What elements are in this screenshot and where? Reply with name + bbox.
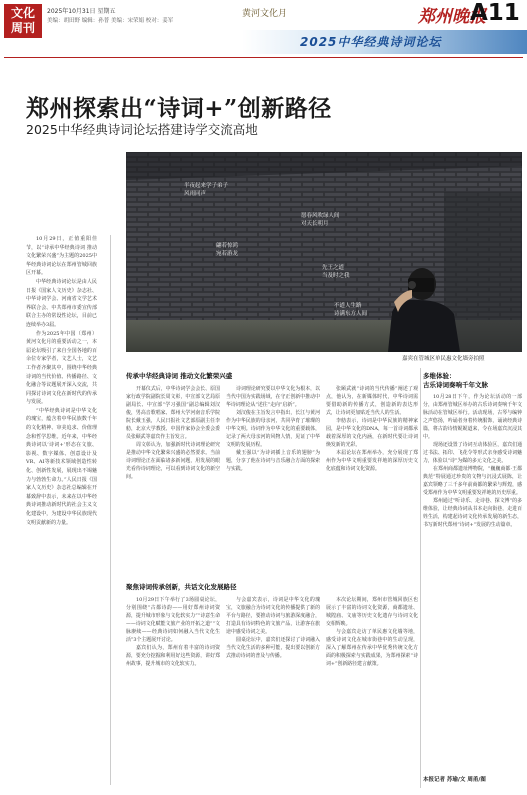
issue-date: 2025年10月31日 星期五 (47, 8, 116, 15)
column-rule (110, 235, 111, 785)
body-column-5 (226, 596, 320, 786)
lead-paragraph: 作为2025年中国（郑州）黄河文化月的重要活动之一，本届论坛吸引了来自全国各地的百余位专家学者，文艺人士，文艺工作者齐聚其中，围绕中华经典诗词的当代价值、传播路径、文化融合等议题展开深入交流，共同探讨诗词文化在新时代的传承与发展。 (26, 330, 97, 406)
photo-caption: 嘉宾在管城区单民惠文化墙旁拍照 (402, 356, 485, 362)
body-paragraph: 10月29日下午举行了3场圆桌论坛，分别围绕“古都诗韵——用好郑州诗词资源，提升城市形象与文化软实力”“诗意生命——诗词文化赋能文旅产业的开拓之道”“文脉赓续——经典诗词如何融入当代文化生活”3个主题展开讨论。 (126, 597, 220, 643)
body-column-7 (423, 393, 522, 773)
article-subtitle: 2025中华经典诗词论坛搭建诗学交流高地 (26, 122, 258, 137)
photo-poem-group-a (184, 182, 228, 198)
photo-poem-line: 对天长明月 (301, 221, 329, 227)
body-column-1 (126, 385, 220, 575)
staff-credits: 美编：胡田野 编辑：孙普 美编：宋荣娟 校对：姜军 (47, 18, 174, 24)
body-paragraph: 与会嘉宾走访了单民惠文化墙等地，感受诗词文化在城市街巷中的生动呈现，深入了解郑州在传承中华优秀传统文化方面的积极探索与实践成果，为郑州探索“诗词+”创新路径建言献策。 (326, 629, 418, 667)
section-heading-innovation: 聚焦诗词传承创新，共话文化发展路径 (126, 583, 237, 591)
photo-poem-line: 不道人生路 (334, 303, 362, 309)
column-rule (420, 368, 421, 788)
section-heading-heritage: 传承中华经典诗词 推动文化繁荣兴盛 (126, 372, 233, 380)
body-paragraph: 刘汉俊在主旨发言中指出，长江与黄河作为中华民族的母亲河，共同孕育了璀璨的中华文明。诗词作为中华文化的重要载体，记录了两大母亲河的风物人情，见证了中华文明的发展历程。 (226, 410, 320, 448)
page-number: A11 (470, 0, 520, 26)
body-paragraph: 10月28日下午，作为论坛活动的一部分，由郑州管城区举办的古乐诗词奏响千年文脉活动在管城区举行。活动现场，古琴与编钟之声悠扬，吟诵者身着传统服饰，诵读经典诗篇，将古韵诗情娓娓道来，令在场嘉宾沉浸其中。 (423, 394, 522, 440)
lead-paragraph: 10月29日，正值重阳佳节，以“诗承中华经典诗词 推动文化繁荣兴盛”为主题的2025中华经典诗词论坛在郑州管城回族区开幕。 (26, 236, 97, 277)
article-title: 郑州探索出“诗词+”创新路径 (26, 95, 332, 122)
brand-name: 黄河文化月 (242, 9, 288, 19)
body-paragraph: 现场还设置了诗词互动体验区，嘉宾们通过书法、拓印、飞花令等形式亲身感受诗词魅力，体验以“诗”为媒的多元文化之美。 (423, 442, 522, 464)
photo-poem-line: 愿春风吹绿人间 (301, 213, 340, 219)
photo-poem-group-e (334, 302, 367, 318)
lead-column (26, 235, 97, 527)
body-column-3 (326, 385, 418, 575)
section-heading-experience-sub: 古乐诗词奏响千年文脉 (423, 381, 488, 389)
body-paragraph: 在郑州商都遗址博物院，“巍巍商都·王都典范”特展通过珍贵的文物与沉浸式展陈，让嘉宾领略了三千多年前商都的繁荣与辉煌，感受郑州作为中华文明重要发祥地的历史厚重。 (423, 466, 522, 496)
body-paragraph: 圆桌论坛中，嘉宾们还探讨了诗词融入当代文化生活的多种可能，提出要以创新方式推动诗词的普及与传播。 (226, 637, 320, 659)
body-paragraph: 本次论坛期间，郑州市管城回族区也展示了丰富的诗词文化资源，商都遗址、城隍庙、文庙等历史文化遗存与诗词文化交相辉映。 (326, 597, 418, 627)
logo-line1: 文化 (10, 6, 35, 20)
article-photo (126, 152, 522, 352)
photo-poem-line: 半夜起来学子弟子 (184, 183, 229, 189)
body-column-6 (326, 596, 418, 786)
lead-paragraph: “中华经典诗词是中华文化的瑰宝，蕴含着中华民族数千年的文化精神、审美追求、价值理念和哲学思维。近年来，中华经典诗词以‘诗词+’形态在文旅、影视、数字媒体、创意设计及VR、AI等新技术领域创造性转化、创新性发展，展现出不竭魅力与勃勃生命力。”人民日报《国家人文历史》杂志社总编辑在开幕致辞中表示，未来在以中华经典诗词推动新时代的社会主义文化建设中，为建设中华民族现代文明贡献新的力量。 (26, 407, 97, 526)
reporter-credit: 本报记者 苏瑜/文 周甬/图 (423, 777, 486, 783)
body-paragraph: 戴玉强以“为诗词插上音乐的翅膀”为题，分享了他在诗词与音乐融合方面的探索与实践。 (226, 450, 320, 472)
section-heading-experience: 多维体验： (423, 372, 456, 380)
logo-line2: 周刊 (10, 21, 35, 35)
body-paragraph: 张颐武就“诗词的当代传播”阐述了观点，他认为，在新媒体时代，中华诗词需要借助新的传播方式，创造新的表达形式，让诗词更加贴近当代人的生活。 (326, 386, 418, 416)
body-paragraph: 诗词理论研究要以中华文化为根本，以当代中国为实践场域，在守正创新中推动中华诗词理论从“述往”走向“启新”。 (226, 386, 320, 408)
weekly-logo (4, 4, 42, 38)
photo-poem-line: 当及时之我 (322, 273, 350, 279)
body-paragraph: 李舫表示，诗词是中华民族的精神家园，是中华文化的DNA，每一首诗词都承载着深厚的文化内涵，在新时代要让诗词焕发新的光彩。 (326, 418, 418, 448)
lead-paragraph: 中华经典诗词论坛是由人民日报《国家人文历史》杂志社、中华诗词学会、河南省文学艺术界联合会、中共郑州市委宣传部联合主办的常设性论坛，目前已连续举办3届。 (26, 278, 97, 328)
body-paragraph: 嘉宾们认为，郑州有着丰富的诗词资源，要充分挖掘和利用好这些资源，讲好郑州故事，提升城市的文化软实力。 (126, 645, 220, 667)
photo-poem-group-d (322, 264, 350, 280)
body-paragraph: 开幕仪式后，中华诗词学会会长、原国家行政学院副院长周文彰，中宣部文艺局原副局长、中宣部“学习强国”副总编辑刘汉俊，男高音歌唱家、郑州大学河南音乐学院院长戴玉强，人民日报社文艺部原副主任李舫，北京大学教授、中国作家协会全委会委员张颐武等嘉宾作主旨发言。 (126, 386, 220, 440)
photo-poem-line: 先王之道 (322, 265, 345, 271)
body-paragraph: 郑州通过“听诗乐、走诗巷、探文博”的多维体验，让经典诗词从书本走向街巷，走进百姓生活，构建起诗词文化传承发展的新生态，书写新时代郑州“诗词+”发展的生动篇章。 (423, 498, 522, 528)
body-paragraph: 周文彰认为，加强新时代诗词理论研究是推动中华文化繁荣兴盛的必然要求。当前诗词理论正在面临诸多新问题，用发展的眼光看待诗词理论，可以看到诗词文化的新空间。 (126, 442, 220, 480)
photo-poem-group-b (216, 242, 238, 258)
photo-poem-line: 宛若游龙 (216, 251, 239, 257)
header-divider (4, 57, 523, 58)
banner-title: 2025中华经典诗词论坛 (300, 35, 442, 49)
newspaper-name: 郑州晚报 (418, 7, 486, 27)
photo-poem-group-c (301, 212, 340, 228)
photo-poem-line: 翩若惊鸿 (216, 243, 239, 249)
photo-poem-line: 诗满东方人间 (334, 311, 368, 317)
body-paragraph: 与会嘉宾表示，诗词是中华文化的瑰宝，文旅融合为诗词文化的传播提供了新的平台与路径，要推动诗词与旅游深度融合，打造具有诗词特色的文旅产品，让游客在旅途中感受诗词之美。 (226, 597, 320, 635)
body-column-4 (126, 596, 220, 786)
body-column-2 (226, 385, 320, 575)
photo-poem-line: 风雨同声 (184, 191, 207, 197)
body-paragraph: 本届论坛在郑州举办，充分展现了郑州作为中华文明重要发祥地的深厚历史文化底蕴和诗词文化资源。 (326, 450, 418, 472)
